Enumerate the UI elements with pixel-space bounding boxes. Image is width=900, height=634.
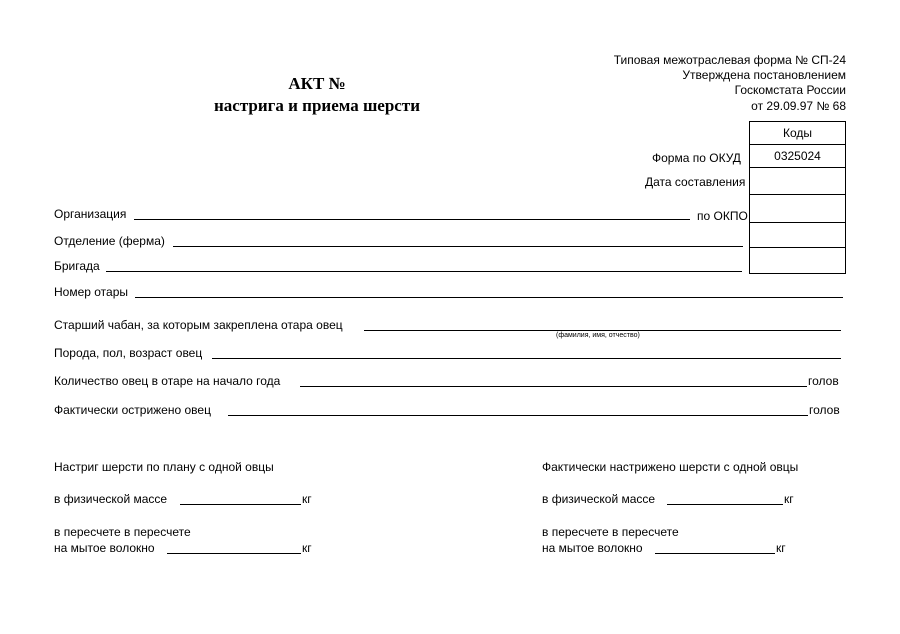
brigade-code-cell[interactable]	[749, 247, 846, 274]
plan-physical-unit: кг	[302, 492, 312, 506]
date-cell[interactable]	[749, 167, 846, 195]
approved-line2: Госкомстата России	[734, 83, 846, 97]
plan-title: Настриг шерсти по плану с одной овцы	[54, 460, 274, 474]
plan-recalc-unit: кг	[302, 541, 312, 555]
flock-number-field[interactable]	[135, 297, 843, 298]
fio-hint: (фамилия, имя, отчество)	[556, 332, 640, 339]
okpo-label: по ОКПО	[697, 209, 748, 223]
plan-physical-label: в физической массе	[54, 492, 168, 506]
sheep-count-label: Количество овец в отаре на начало года	[54, 374, 281, 388]
plan-recalc-line2: на мытое волокно	[54, 541, 155, 555]
actual-recalc-unit: кг	[776, 541, 786, 555]
actual-title: Фактически настрижено шерсти с одной овцы	[542, 460, 799, 474]
approved-line3: от 29.09.97 № 68	[751, 99, 846, 113]
okpo-cell[interactable]	[749, 194, 846, 223]
sheared-label: Фактически острижено овец	[54, 403, 211, 417]
actual-recalc-line2: на мытое волокно	[542, 541, 643, 555]
actual-physical-field[interactable]	[667, 504, 783, 505]
actual-recalc-field[interactable]	[655, 553, 775, 554]
breed-label: Порода, пол, возраст овец	[54, 346, 203, 360]
actual-physical-label: в физической массе	[542, 492, 656, 506]
department-field[interactable]	[173, 246, 743, 247]
actual-physical-unit: кг	[784, 492, 794, 506]
sheep-count-unit: голов	[808, 374, 839, 388]
sheep-count-field[interactable]	[300, 386, 807, 387]
plan-physical-field[interactable]	[180, 504, 301, 505]
organization-field[interactable]	[134, 219, 690, 220]
plan-recalc-line1: в пересчете в пересчете	[54, 525, 191, 539]
department-label: Отделение (ферма)	[54, 234, 165, 248]
date-label: Дата составления	[645, 175, 746, 189]
brigade-field[interactable]	[106, 271, 742, 272]
department-code-cell[interactable]	[749, 222, 846, 248]
flock-number-label: Номер отары	[54, 285, 129, 299]
okud-label: Форма по ОКУД	[652, 151, 741, 165]
approved-line1: Утверждена постановлением	[682, 68, 846, 82]
brigade-label: Бригада	[54, 259, 100, 273]
senior-shepherd-field[interactable]	[364, 330, 841, 331]
plan-recalc-field[interactable]	[167, 553, 301, 554]
doc-title-line1: АКТ №	[288, 74, 346, 93]
senior-shepherd-label: Старший чабан, за которым закреплена отара овец	[54, 318, 343, 332]
doc-title-line2: настрига и приема шерсти	[213, 96, 420, 115]
sheared-field[interactable]	[228, 415, 808, 416]
okud-value-cell[interactable]: 0325024	[749, 144, 846, 168]
organization-label: Организация	[54, 207, 127, 221]
sheared-unit: голов	[809, 403, 840, 417]
form-type-label: Типовая межотраслевая форма № СП-24	[613, 53, 846, 67]
actual-recalc-line1: в пересчете в пересчете	[542, 525, 679, 539]
codes-header: Коды	[749, 121, 846, 145]
breed-field[interactable]	[212, 358, 841, 359]
